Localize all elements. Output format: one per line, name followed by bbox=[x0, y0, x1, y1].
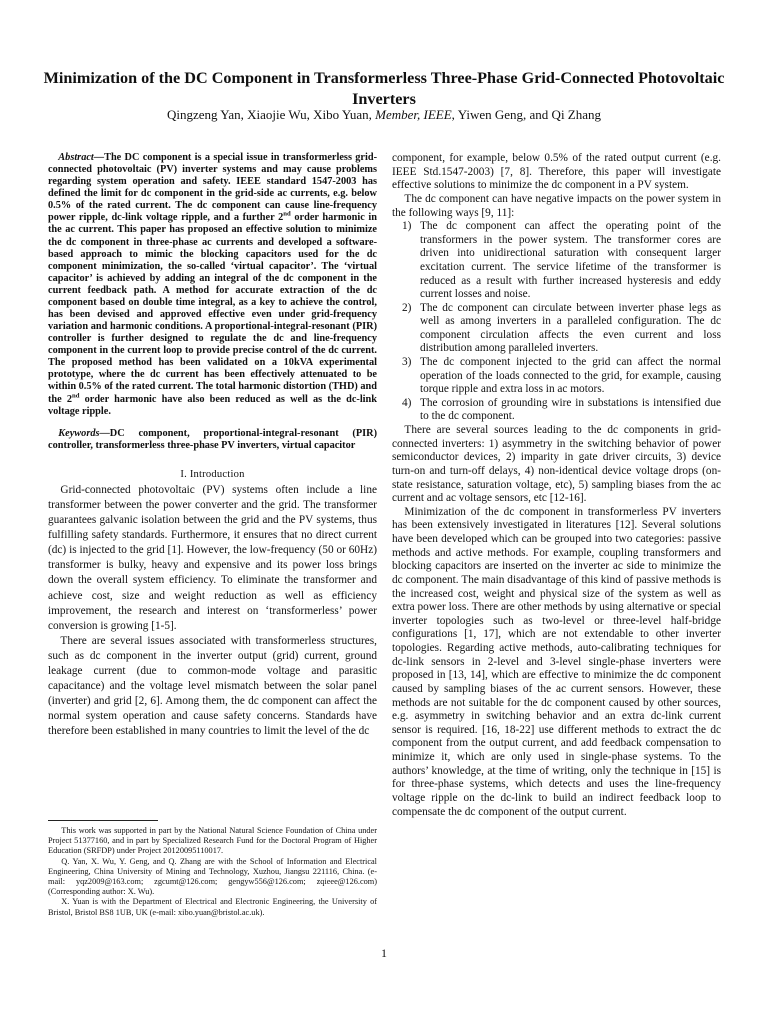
list-item bbox=[392, 356, 721, 397]
footnote-affiliation: Q. Yan, X. Wu, Y. Geng, and Q. Zhang are with the School of Information and Electrical Engineering, China University of Mining and Technology, Xuzhou, Jiangsu 221116, China. (e-mail: yqz2009@163.com; zgcumt@126.com; gengyw556@126.com; zqieee@126.com) (Corresponding author: X. Wu). bbox=[48, 856, 377, 897]
abstract-text-3: order harmonic have also been reduced as well as the dc-link voltage ripple. bbox=[48, 393, 377, 417]
body-paragraph: The dc component can have negative impacts on the power system in the following ways [9, 11]: bbox=[392, 192, 721, 219]
list-item-text: The dc component injected to the grid can affect the normal operation of the loads connected to the grid, for example, causing torque ripple and extra loss in ac motors. bbox=[420, 356, 721, 396]
abstract-text-1: The DC component is a special issue in transformerless grid-connected photovoltaic (PV) inverter systems and may cause problems regarding system operation and safety. IEEE standard 1547-2003 has defined the limit for dc component in the grid-side ac currents, e.g. below 0.5% of the rated current. The dc component can cause line-frequency power ripple, dc-link voltage ripple, and a further 2 bbox=[48, 152, 377, 224]
intro-paragraph: Grid-connected photovoltaic (PV) systems often include a line transformer between the power converter and the grid. The transformer guarantees galvanic isolation between the grid and the PV systems, thus fulfilling safety standards. Furthermore, it ensures that no direct current (dc) is injected to the grid [1]. However, the low-frequency (50 or 60Hz) transformer is bulky, heavy and expensive and its power loss brings down the overall system efficiency. To eliminate the transformer and achieve cost, size and weight reduction as well as efficiency improvement, the research and interest on ‘transformerless’ power conversion is growing [1-5]. bbox=[48, 483, 377, 632]
right-column bbox=[392, 152, 721, 819]
author-names-last: , Yiwen Geng, and Qi Zhang bbox=[451, 107, 602, 122]
keywords-dash: — bbox=[99, 427, 110, 439]
section-heading-introduction: I. Introduction bbox=[180, 468, 245, 480]
footnote-divider bbox=[48, 820, 158, 821]
body-paragraph: There are several sources leading to the dc components in grid-connected inverters: 1) asymmetry in the switching behavior of power semiconductor devices, 2) imparity in gate driver circuits, 3) device turn-on and turn-off delays, 4) non-identical device voltage drops (on-state resistance, saturation voltage, etc), 5) sampling biases from the ac current and ac voltage sensors, etc [12-16]. bbox=[392, 424, 721, 505]
list-item-text: The dc component can circulate between inverter phase legs as well as among inverters in a paralleled configuration. The dc component circulation affects the even current and loss distribution among paralleled inverters. bbox=[420, 301, 721, 355]
abstract-dash: — bbox=[93, 152, 105, 163]
author-membership: Member, IEEE bbox=[375, 107, 452, 122]
keywords-text: DC component, proportional-integral-resonant (PIR) controller, transformerless three-phase PV inverters, virtual capacitor bbox=[48, 427, 377, 451]
author-names-first: Qingzeng Yan, Xiaojie Wu, Xibo Yuan, bbox=[166, 107, 376, 122]
abstract-text-2: order harmonic in the ac current. This paper has proposed an effective solution to minimize the dc component in three-phase ac currents and developed a software-based approach to mimic the blocking capacitors used for the dc component minimization, the so-called ‘virtual capacitor’. The ‘virtual capacitor’ is achieved by adding an integral of the dc component in the current feedback path. A method for accurate extraction of the dc component based on double time integral, as a key to achieve the control, has been devised and approved effective even under grid-frequency variation and harmonic conditions. A proportional-integral-resonant (PIR) controller is further designed to regulate the dc and line-frequency component in the current loop to provide precise control of the dc current. The proposed method has been validated on a 10kVA experimental prototype, where the dc current has been effectively attenuated to be within 0.5% of the rated current. The total harmonic distortion (THD) and the 2 bbox=[48, 212, 377, 405]
paper-title: Minimization of the DC Component in Transformerless Three-Phase Grid-Connected Photovoltaic Inverters bbox=[43, 69, 725, 108]
author-list bbox=[40, 107, 728, 123]
list-item-number: 2) bbox=[402, 301, 412, 314]
impact-list bbox=[392, 220, 721, 424]
list-item bbox=[392, 397, 721, 424]
body-paragraph: Minimization of the dc component in transformerless PV inverters has been extensively investigated in literatures [12]. Several solutions have been developed which can be grouped into two categories: passive methods and active methods. For example, coupling transformers and blocking capacitors are inserted on the inverter ac side to minimize the dc component. The main disadvantage of this kind of passive methods is the increased cost, weight and physical size of the system as well as extra power loss. There are other methods by using alternative or special inverter topologies such as two-level or three-level half-bridge configurations [1, 17], which are not extendable to other inverter topologies. Regarding active methods, auto-calibrating techniques for dc-link sensors in 2-level and 3-level single-phase inverters were proposed in [13, 14], which are effective to minimize the dc component caused by sampling biases of the ac current sensors. However, these methods are not suitable for the dc component caused by other sources, e.g. asymmetry in switching behavior and an extra dc-link current sensor is required. [16, 18-22] use different methods to extract the dc component from the output current, and add feedback compensation to minimize it, which are only used in single-phase systems. To the authors’ knowledge, at the time of writing, only the technique in [15] is for three-phase systems, which detects and uses the line-frequency voltage ripple on the dc-link to build an indirect feedback loop to compensate the dc component of the output current. bbox=[392, 505, 721, 818]
footnote-funding: This work was supported in part by the National Natural Science Foundation of China under Project 51377160, and in part by Specialized Research Fund for the Doctoral Program of Higher Education (SRFDP) under Project 20120095110017. bbox=[48, 826, 377, 856]
body-paragraph: component, for example, below 0.5% of the rated output current (e.g. IEEE Std.1547-2003) [7, 8]. Therefore, this paper will investigate effective solutions to minimize the dc component in a PV system. bbox=[392, 152, 721, 192]
abstract-superscript-1: nd bbox=[283, 210, 291, 218]
abstract-label: Abstract bbox=[58, 152, 94, 163]
footnotes bbox=[48, 826, 377, 918]
keywords bbox=[48, 428, 377, 452]
list-item-number: 4) bbox=[402, 396, 412, 409]
footnote-affiliation: X. Yuan is with the Department of Electrical and Electronic Engineering, the University of Bristol, Bristol BS8 1UB, UK (e-mail: xibo.yuan@bristol.ac.uk). bbox=[48, 897, 377, 917]
list-item-number: 1) bbox=[402, 220, 412, 233]
abstract bbox=[48, 152, 377, 418]
keywords-label: Keywords bbox=[58, 427, 100, 439]
list-item-number: 3) bbox=[402, 356, 412, 369]
left-column bbox=[48, 152, 377, 740]
list-item-text: The corrosion of grounding wire in substations is intensified due to the dc component. bbox=[420, 396, 721, 423]
page-number: 1 bbox=[381, 946, 387, 960]
list-item-text: The dc component can affect the operating point of the transformers in the power system. The transformer cores are driven into unidirectional saturation with consequent larger excitation current. The service lifetime of the transformer is reduced as a result with further increased hysteresis and eddy current losses and noise. bbox=[420, 220, 721, 301]
list-item bbox=[392, 220, 721, 302]
abstract-superscript-2: nd bbox=[72, 392, 80, 400]
intro-paragraph: There are several issues associated with transformerless structures, such as dc component in the inverter output (grid) current, ground leakage current (due to common-mode voltage and parasitic capacitance) and the voltage level mismatch between the solar panel (inverter) and grid [2, 6]. Among them, the dc component can affect the normal system operation and cause safety concerns. Standards have therefore been established in many countries to limit the level of the dc bbox=[48, 634, 377, 738]
list-item bbox=[392, 302, 721, 356]
